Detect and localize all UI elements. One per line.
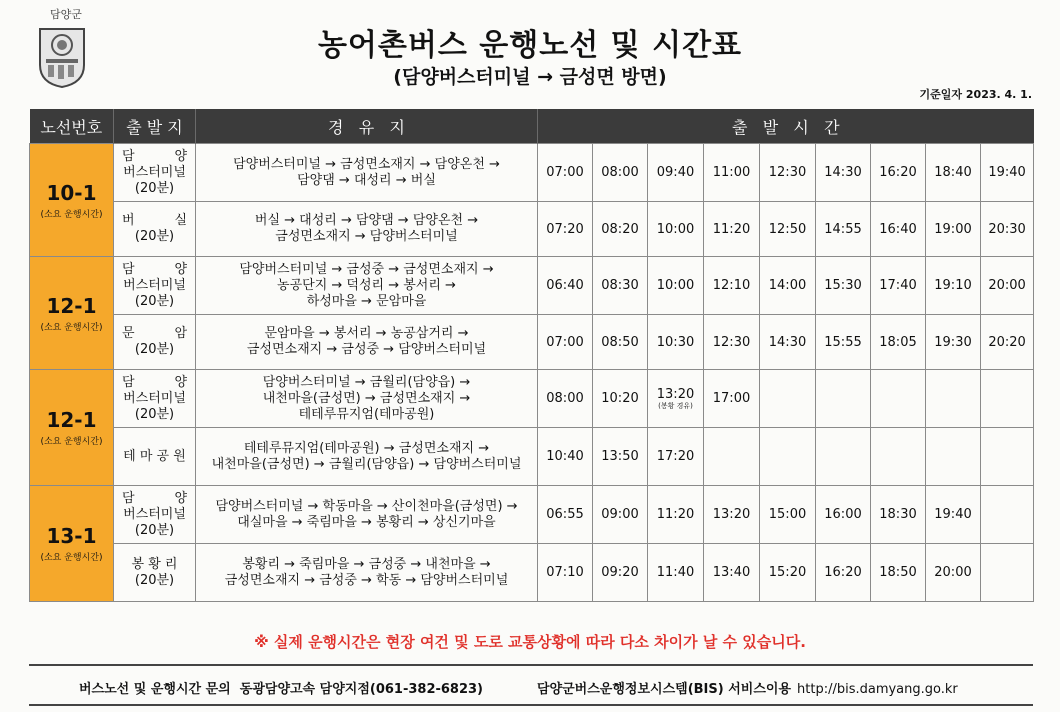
origin-name [114, 213, 195, 229]
departure-time [648, 144, 704, 202]
departure-time [704, 544, 760, 602]
departure-time-value: 15:20 [768, 565, 807, 580]
via-stops-line: 금성면소재지 → 금성중 → 학동 → 담양버스터미널 [224, 572, 509, 588]
departure-time-value: 18:05 [879, 334, 917, 350]
departure-time [871, 257, 926, 315]
bis-label: 담양군버스운행정보시스템(BIS) 서비스이용 [537, 682, 792, 697]
departure-time [648, 315, 704, 370]
departure-time-value: 19:40 [988, 165, 1026, 180]
departure-time-value: 06:40 [546, 278, 584, 293]
departure-time [871, 144, 926, 202]
departure-time [704, 315, 760, 370]
departure-time-value: 08:00 [601, 165, 639, 180]
via-stops-line: 담양버스터미널 → 금성중 → 금성면소재지 → [239, 261, 494, 277]
origin-cell [114, 202, 196, 257]
departure-time-value: 14:55 [824, 221, 862, 237]
departure-time [704, 202, 760, 257]
departure-time-value: 11:20 [656, 507, 695, 522]
origin-name-part: 테 마 공 원 [123, 448, 186, 464]
departure-time [816, 257, 871, 315]
departure-time-value: 18:50 [879, 565, 917, 580]
departure-time [538, 144, 593, 202]
departure-time-value: 16:20 [824, 565, 862, 580]
departure-time [816, 486, 871, 544]
departure-time [704, 257, 760, 315]
trip-duration: (20분) [134, 180, 175, 196]
departure-time [816, 544, 871, 602]
departure-time-value: 13:50 [601, 449, 639, 464]
table-row [30, 486, 1034, 544]
header-times: 출 발 시 간 [538, 109, 1034, 144]
departure-time-value: 14:30 [824, 165, 862, 180]
departure-time-value: 12:50 [768, 221, 807, 237]
departure-time [593, 257, 648, 315]
origin-name-part: 양 [174, 490, 187, 506]
departure-time [926, 486, 981, 544]
bus-timetable [29, 109, 1034, 602]
departure-time-value: 08:50 [601, 334, 639, 350]
route-number: 13-1 [46, 524, 97, 548]
departure-time [926, 202, 981, 257]
departure-time [871, 428, 926, 486]
via-stops-cell [196, 257, 538, 315]
departure-time-value: 10:20 [601, 391, 639, 406]
route-number-cell [30, 486, 114, 602]
origin-terminal: 버스터미널 [123, 164, 186, 180]
departure-time [871, 202, 926, 257]
departure-time-value: 11:00 [712, 165, 751, 180]
via-stops-line: 금성면소재지 → 담양버스터미널 [275, 229, 458, 244]
via-stops-line: 하성마을 → 문암마을 [306, 293, 427, 309]
departure-time [593, 544, 648, 602]
header-route: 노선번호 [30, 109, 114, 144]
table-row [30, 544, 1034, 602]
table-row [30, 428, 1034, 486]
departure-time [593, 144, 648, 202]
trip-duration: (20분) [134, 572, 175, 588]
via-stops-line: 담양댐 → 대성리 → 버실 [297, 172, 436, 188]
departure-time [816, 144, 871, 202]
bis-info [537, 678, 958, 697]
departure-time [760, 428, 816, 486]
departure-time [926, 370, 981, 428]
via-stops-line: 담양버스터미널 → 학동마을 → 산이천마을(금성면) → [215, 498, 518, 514]
departure-time [593, 428, 648, 486]
via-stops-line: 농공단지 → 덕성리 → 봉서리 → [277, 277, 456, 293]
departure-time [704, 486, 760, 544]
departure-time-value: 09:40 [656, 165, 695, 180]
route-number: 10-1 [46, 180, 97, 205]
origin-name-part: 암 [174, 326, 187, 341]
route-note: (소요 운행시간) [40, 553, 103, 563]
bottom-divider [29, 704, 1033, 706]
departure-time [926, 257, 981, 315]
departure-time [816, 428, 871, 486]
departure-time-value: 19:10 [934, 278, 972, 293]
route-note: (소요 운행시간) [40, 437, 103, 447]
origin-terminal: 버스터미널 [123, 506, 186, 522]
via-stops-line: 담양버스터미널 → 금성면소재지 → 담양온천 → [233, 156, 500, 172]
via-stops-cell [196, 544, 538, 602]
origin-cell [114, 370, 196, 428]
departure-time [981, 144, 1034, 202]
via-stops-cell [196, 486, 538, 544]
departure-time-value: 16:40 [879, 221, 917, 237]
departure-time [704, 370, 760, 428]
departure-time-value: 16:20 [879, 165, 917, 180]
route-note: (소요 운행시간) [40, 209, 103, 220]
departure-time-value: 19:00 [934, 221, 972, 237]
departure-time [760, 544, 816, 602]
departure-time-value: 07:20 [546, 221, 584, 237]
departure-time [538, 428, 593, 486]
departure-time [871, 544, 926, 602]
departure-time-value: 18:30 [879, 507, 917, 522]
departure-time-value: 11:20 [712, 221, 751, 237]
departure-time-value: 20:20 [988, 334, 1026, 350]
departure-time [926, 315, 981, 370]
departure-time [871, 486, 926, 544]
departure-time-value: 14:00 [768, 278, 807, 293]
via-stops-line: 내천마을(금성면) → 금성면소재지 → [262, 390, 471, 406]
departure-time-value: 16:00 [824, 507, 862, 522]
origin-name [114, 491, 195, 507]
departure-time-value: 20:00 [934, 565, 972, 580]
departure-time [926, 144, 981, 202]
departure-time-value: 19:30 [934, 334, 972, 350]
table-row [30, 202, 1034, 257]
header-origin: 출 발 지 [114, 109, 196, 144]
origin-terminal: 버스터미널 [123, 277, 186, 293]
departure-time [648, 202, 704, 257]
trip-duration: (20분) [134, 229, 175, 244]
departure-time-value: 12:30 [712, 334, 751, 350]
via-stops-line: 문암마을 → 봉서리 → 농공삼거리 → [264, 326, 469, 341]
departure-time-value: 17:40 [879, 278, 917, 293]
via-stops-line: 테테루뮤지엄(테마공원) [298, 406, 435, 422]
departure-time [981, 370, 1034, 428]
departure-time [760, 370, 816, 428]
departure-time-note: (봉황 경유) [658, 402, 693, 410]
footer-divider [29, 664, 1033, 666]
origin-name [114, 262, 195, 278]
origin-cell [114, 257, 196, 315]
via-stops-line: 테테루뮤지엄(테마공원) → 금성면소재지 → [243, 440, 490, 456]
origin-name [114, 557, 195, 573]
departure-time-value: 08:20 [601, 221, 639, 237]
page-subtitle: (담양버스터미널 → 금성면 방면) [393, 66, 667, 88]
departure-time [648, 544, 704, 602]
departure-time [926, 428, 981, 486]
departure-time [981, 486, 1034, 544]
departure-time [760, 257, 816, 315]
origin-name [114, 375, 195, 391]
table-header-row [30, 109, 1034, 144]
origin-terminal: 버스터미널 [123, 390, 186, 406]
header-via: 경 유 지 [196, 109, 538, 144]
departure-time-value: 13:40 [712, 565, 751, 580]
departure-time [593, 370, 648, 428]
departure-time-value: 20:00 [988, 278, 1026, 293]
via-stops-cell [196, 144, 538, 202]
departure-time [816, 202, 871, 257]
departure-time [538, 202, 593, 257]
table-row [30, 315, 1034, 370]
departure-time [981, 202, 1034, 257]
table-row [30, 257, 1034, 315]
table-row [30, 144, 1034, 202]
departure-time-value: 17:20 [656, 449, 695, 464]
departure-time-value: 15:30 [824, 278, 862, 293]
departure-time-value: 07:10 [546, 565, 584, 580]
departure-time [593, 315, 648, 370]
departure-time [816, 315, 871, 370]
origin-name-part: 담 [122, 374, 135, 390]
inquiry-info: 버스노선 및 운행시간 문의 동광담양고속 담양지점(061-382-6823) [79, 682, 484, 697]
departure-time [871, 315, 926, 370]
county-name: 담양군 [50, 8, 82, 21]
departure-time [538, 370, 593, 428]
departure-time-value: 12:30 [768, 165, 807, 180]
departure-time [593, 486, 648, 544]
departure-time [704, 144, 760, 202]
departure-time [760, 315, 816, 370]
via-stops-cell [196, 428, 538, 486]
departure-time-value: 10:30 [656, 334, 695, 350]
departure-time-value: 08:30 [601, 278, 639, 293]
departure-time [538, 257, 593, 315]
departure-time [648, 370, 704, 428]
departure-time [760, 144, 816, 202]
table-row [30, 370, 1034, 428]
departure-time-value: 08:00 [546, 391, 584, 406]
route-number: 12-1 [46, 408, 97, 432]
departure-time-value: 19:40 [934, 507, 972, 522]
via-stops-cell [196, 370, 538, 428]
origin-name-part: 양 [174, 261, 187, 277]
departure-time-value: 14:30 [768, 334, 807, 350]
departure-time-value: 15:00 [768, 507, 807, 522]
departure-time-value: 13:20 [712, 507, 751, 522]
departure-time [926, 544, 981, 602]
departure-time-value: 09:00 [601, 507, 639, 522]
origin-name [114, 449, 195, 465]
via-stops-line: 담양버스터미널 → 금월리(담양읍) → [262, 374, 471, 390]
trip-duration: (20분) [134, 522, 175, 538]
via-stops-line: 내천마을(금성면) → 금월리(담양읍) → 담양버스터미널 [211, 456, 522, 472]
departure-time-value: 07:00 [546, 165, 584, 180]
origin-name-part: 봉 황 리 [131, 556, 178, 572]
origin-name-part: 버 [122, 213, 135, 228]
departure-time-value: 11:40 [656, 565, 695, 580]
departure-time-value: 09:20 [601, 565, 639, 580]
departure-time-value: 10:00 [656, 278, 695, 293]
departure-time [760, 202, 816, 257]
departure-time [871, 370, 926, 428]
departure-time [648, 486, 704, 544]
departure-time-value: 06:55 [546, 507, 584, 522]
departure-time [538, 544, 593, 602]
origin-name [114, 149, 195, 165]
departure-time-value: 12:10 [712, 278, 751, 293]
departure-time [648, 257, 704, 315]
origin-name-part: 문 [122, 326, 135, 341]
bis-link[interactable]: http://bis.damyang.go.kr [797, 682, 958, 697]
route-number-cell [30, 144, 114, 257]
base-date: 기준일자 2023. 4. 1. [919, 88, 1032, 101]
departure-time [981, 257, 1034, 315]
departure-time-value: 18:40 [934, 165, 972, 180]
via-stops-line: 금성면소재지 → 금성중 → 담양버스터미널 [246, 342, 487, 357]
origin-name-part: 실 [174, 213, 187, 228]
origin-cell [114, 486, 196, 544]
departure-time [648, 428, 704, 486]
departure-time [593, 202, 648, 257]
via-stops-cell [196, 315, 538, 370]
departure-time [760, 486, 816, 544]
departure-time [981, 315, 1034, 370]
page-title: 농어촌버스 운행노선 및 시간표 [317, 28, 743, 63]
trip-duration: (20분) [134, 406, 175, 422]
origin-name-part: 담 [122, 261, 135, 277]
route-note: (소요 운행시간) [40, 322, 103, 333]
route-number-cell [30, 257, 114, 370]
departure-time [538, 315, 593, 370]
departure-time [816, 370, 871, 428]
origin-name-part: 양 [174, 374, 187, 390]
departure-time-value: 15:55 [824, 334, 862, 350]
via-stops-cell [196, 202, 538, 257]
route-number-cell [30, 370, 114, 486]
origin-name-part: 담 [122, 148, 135, 164]
departure-time-value: 13:20 [656, 387, 695, 402]
departure-time-value: 20:30 [988, 221, 1026, 237]
origin-name-part: 양 [174, 148, 187, 164]
departure-time [704, 428, 760, 486]
notice-text: ※ 실제 운행시간은 현장 여건 및 도로 교통상황에 따라 다소 차이가 날 수 있습니다. [254, 633, 806, 651]
departure-time-value: 10:00 [656, 221, 695, 237]
departure-time [538, 486, 593, 544]
origin-cell [114, 544, 196, 602]
origin-cell [114, 144, 196, 202]
departure-time-value: 10:40 [546, 449, 584, 464]
origin-name-part: 담 [122, 490, 135, 506]
origin-cell [114, 315, 196, 370]
via-stops-line: 버실 → 대성리 → 담양댐 → 담양온천 → [254, 213, 479, 228]
departure-time-value: 07:00 [546, 334, 584, 350]
trip-duration: (20분) [134, 293, 175, 309]
via-stops-line: 대실마을 → 죽림마을 → 봉황리 → 상신기마을 [237, 514, 496, 530]
departure-time-value: 17:00 [712, 391, 751, 406]
origin-name [114, 326, 195, 342]
origin-cell [114, 428, 196, 486]
trip-duration: (20분) [134, 342, 175, 357]
via-stops-line: 봉황리 → 죽림마을 → 금성중 → 내천마을 → [242, 556, 491, 572]
departure-time [981, 544, 1034, 602]
route-number: 12-1 [46, 293, 97, 318]
departure-time [981, 428, 1034, 486]
